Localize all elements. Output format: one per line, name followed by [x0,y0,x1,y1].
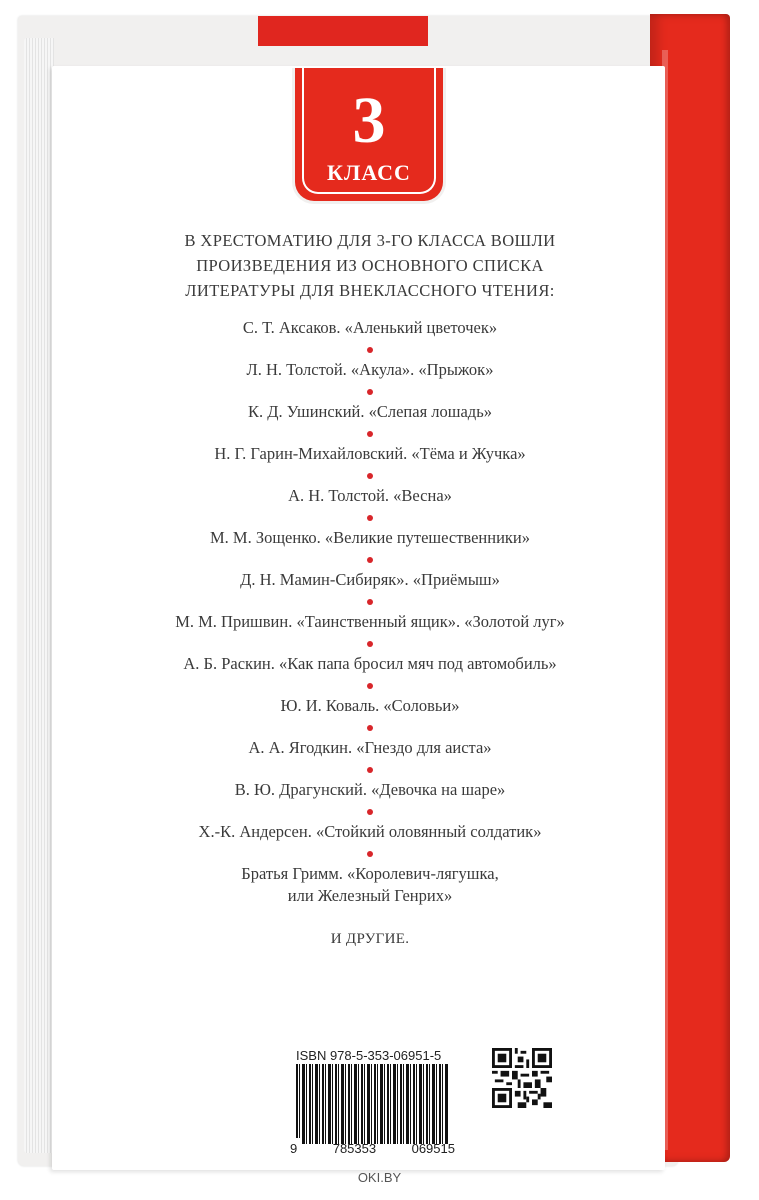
separator-dot [367,851,373,857]
pages-edge [24,38,54,1153]
separator-dot [367,515,373,521]
separator-dot [367,599,373,605]
separator-dot [367,389,373,395]
work-item: Л. Н. Толстой. «Акула». «Прыжок» [246,360,494,379]
watermark: OKI.BY [357,1170,402,1185]
grade-number: 3 [352,84,386,157]
work-item: Н. Г. Гарин-Михайловский. «Тёма и Жучка» [214,444,526,463]
work-item: В. Ю. Драгунский. «Девочка на шаре» [234,780,506,799]
separator-dot [367,641,373,647]
intro-line: ПРОИЗВЕДЕНИЯ ИЗ ОСНОВНОГО СПИСКА [196,256,544,275]
separator-dot [367,557,373,563]
barcode [296,1064,448,1144]
qr-code [492,1048,552,1108]
work-item: М. М. Зощенко. «Великие путешественники» [209,528,531,547]
work-item: С. Т. Аксаков. «Аленький цветочек» [242,318,498,337]
qr-code-icon [492,1048,552,1108]
separator-dot [367,725,373,731]
separator-dot [367,767,373,773]
grade-label: КЛАСС [327,160,411,185]
barcode-digit-group: 9 [290,1141,298,1156]
work-item: Братья Гримм. «Королевич-лягушка, [241,864,499,883]
work-item: А. Н. Толстой. «Весна» [288,486,452,505]
work-item: Д. Н. Мамин-Сибиряк». «Приёмыш» [240,570,500,589]
intro-line: ЛИТЕРАТУРЫ ДЛЯ ВНЕКЛАССНОГО ЧТЕНИЯ: [185,281,555,300]
separator-dot [367,431,373,437]
barcode-digit-group: 069515 [411,1141,455,1156]
work-item-continued: или Железный Генрих» [287,886,453,905]
grade-badge [292,68,446,204]
work-item: Ю. И. Коваль. «Соловьи» [280,696,460,715]
work-item: К. Д. Ушинский. «Слепая лошадь» [248,402,492,421]
barcode-digits [290,1141,455,1156]
work-item: Х.-К. Андерсен. «Стойкий оловянный солдатик» [198,822,542,841]
isbn-number: ISBN 978-5-353-06951-5 [296,1048,442,1063]
work-item: А. Б. Раскин. «Как папа бросил мяч под автомобиль» [183,654,557,673]
barcode-digit-group: 785353 [332,1141,377,1156]
intro-line: В ХРЕСТОМАТИЮ ДЛЯ 3-ГО КЛАССА ВОШЛИ [184,231,556,250]
work-item: М. М. Пришвин. «Таинственный ящик». «Золотой луг» [175,612,565,631]
and-others: И ДРУГИЕ. [330,931,410,947]
top-red-strip [258,16,428,46]
work-item: А. А. Ягодкин. «Гнездо для аиста» [248,738,492,757]
separator-dot [367,473,373,479]
intro-text [110,228,630,303]
separator-dot [367,809,373,815]
separator-dot [367,683,373,689]
contents-text [110,228,630,948]
separator-dot [367,347,373,353]
